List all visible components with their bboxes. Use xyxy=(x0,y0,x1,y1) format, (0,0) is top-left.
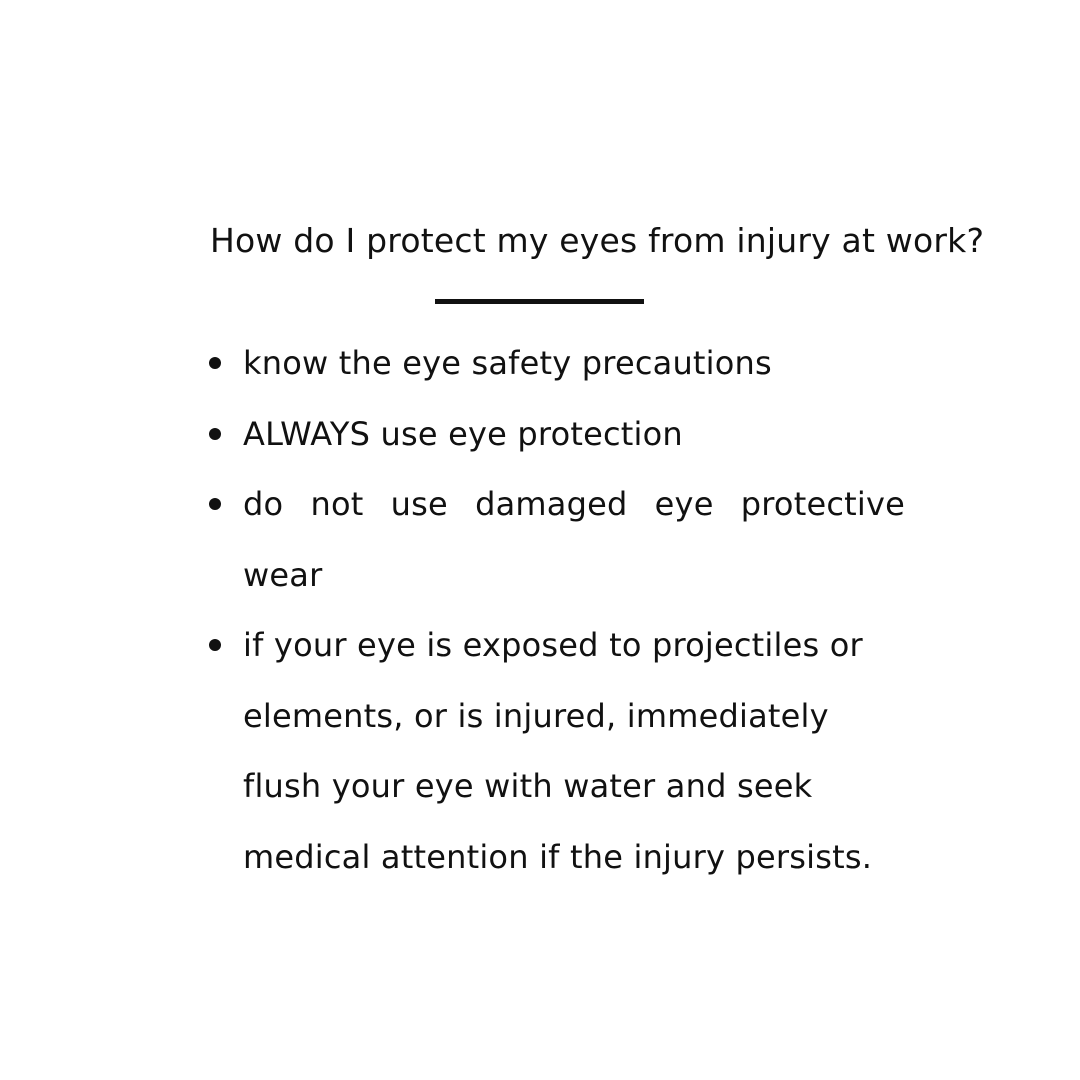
list-item xyxy=(205,469,905,610)
bullet-icon xyxy=(209,357,221,369)
bullet-icon xyxy=(209,639,221,651)
bullet-icon xyxy=(209,428,221,440)
list-item xyxy=(205,399,905,470)
list-item-text: if your eye is exposed to projectiles or elements, or is injured, immediately flush your eye with water and seek medical attention if the injury persists. xyxy=(243,626,873,876)
list-item-text: know the eye safety precautions xyxy=(243,344,772,382)
title-divider xyxy=(435,299,644,304)
page-title: How do I protect my eyes from injury at work? xyxy=(210,221,985,260)
bullet-icon xyxy=(209,498,221,510)
list-item-text: do not use damaged eye protective wear xyxy=(243,485,905,594)
list-item-text: ALWAYS use eye protection xyxy=(243,414,683,453)
tips-list xyxy=(205,328,905,892)
list-item xyxy=(205,328,905,399)
list-item xyxy=(205,610,905,892)
